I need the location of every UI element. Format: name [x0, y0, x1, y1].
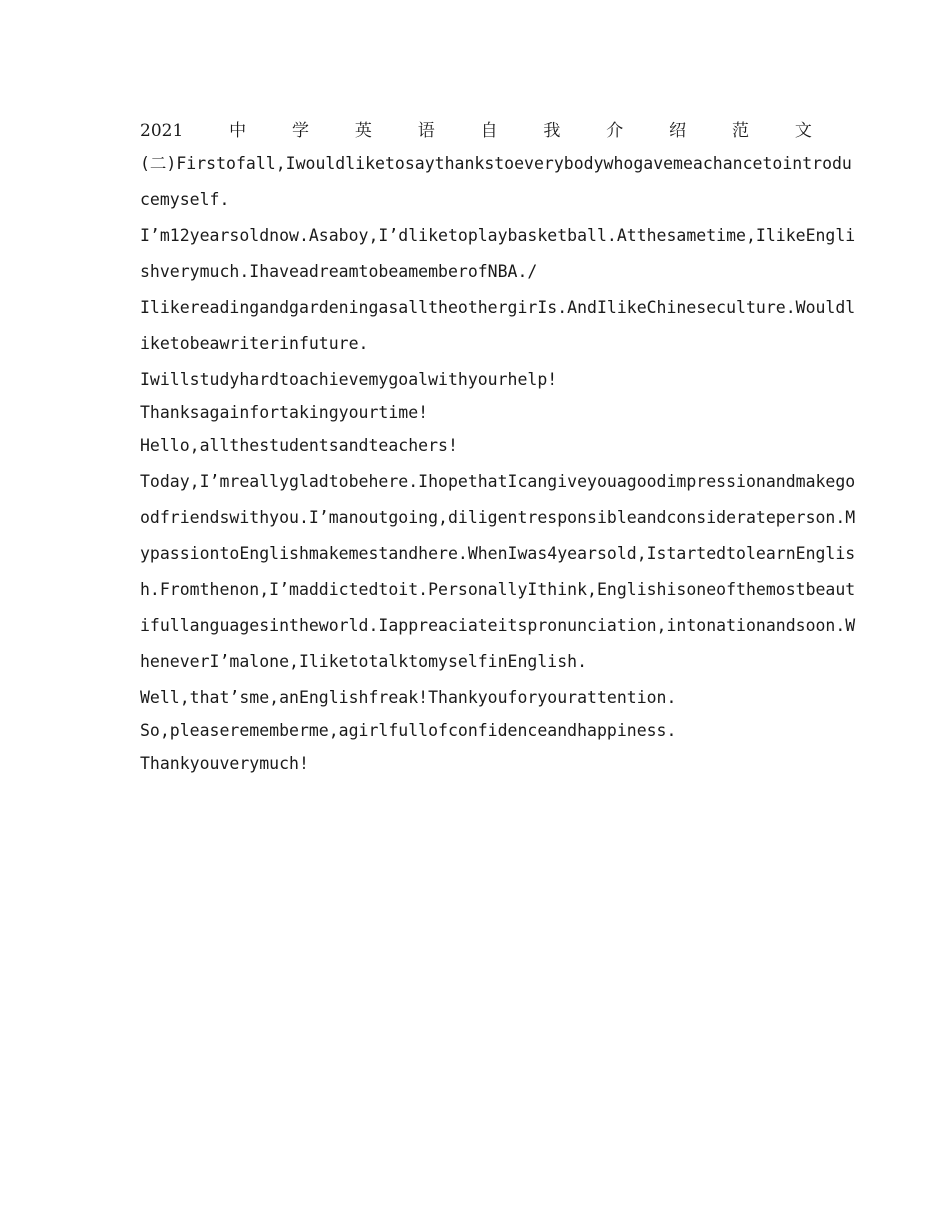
paragraph-girl: [140, 296, 856, 368]
paragraph-greeting: [140, 434, 812, 470]
text-line: Hello,allthestudentsandteachers!: [140, 436, 458, 455]
text-line: So,pleaserememberme,agirlfullofconfidenceandhappiness.: [140, 721, 677, 740]
document-page: [140, 116, 856, 785]
paragraph-goal: [140, 368, 812, 401]
paragraph-closing: [140, 752, 812, 785]
title-char: 自: [480, 121, 498, 141]
text-line: I’m12yearsoldnow.Asaboy,I’dliketoplaybasketball.Atthesametime,IlikeEngli: [140, 226, 856, 245]
paragraph-intro: [140, 152, 852, 224]
title-char: 文: [794, 121, 812, 141]
text-line: (二)Firstofall,Iwouldliketosaythankstoeverybodywhogavemeachancetointrodu: [140, 154, 852, 173]
text-line: shverymuch.IhaveadreamtobeamemberofNBA./: [140, 262, 538, 281]
paragraph-today: [140, 470, 856, 686]
text-line: Well,that’sme,anEnglishfreak!Thankyouforyourattention.: [140, 688, 677, 707]
paragraph-freak: [140, 686, 812, 719]
text-line: Today,I’mreallygladtobehere.IhopethatIcangiveyouagoodimpressionandmakego: [140, 472, 856, 491]
text-line: iketobeawriterinfuture.: [140, 334, 369, 353]
title-char: 学: [291, 121, 309, 141]
text-line: IlikereadingandgardeningasalltheothergirIs.AndIlikeChineseculture.Wouldl: [140, 298, 856, 317]
text-line: cemyself.: [140, 190, 230, 209]
title-char: 绍: [669, 121, 687, 141]
document-title: [140, 116, 812, 146]
text-line: h.Fromthenon,I’maddictedtoit.PersonallyIthink,Englishisoneofthemostbeaut: [140, 580, 856, 599]
text-line: odfriendswithyou.I’manoutgoing,diligentresponsibleandconsiderateperson.M: [140, 508, 856, 527]
title-char: 语: [417, 121, 435, 141]
text-line: Iwillstudyhardtoachievemygoalwithyourhelp!: [140, 370, 558, 389]
title-char: 范: [732, 121, 749, 141]
paragraph-thanks: [140, 401, 812, 434]
text-line: heneverI’malone,IliketotalktomyselfinEnglish.: [140, 652, 588, 671]
title-char: 我: [543, 121, 561, 141]
title-char: 英: [354, 121, 372, 141]
title-char: 中: [229, 121, 247, 141]
text-line: Thanksagainfortakingyourtime!: [140, 403, 429, 422]
paragraph-boy: [140, 224, 856, 296]
paragraph-remember: [140, 719, 812, 752]
text-line: ypassiontoEnglishmakemestandhere.WhenIwas4yearsold,IstartedtolearnEnglis: [140, 544, 856, 563]
text-line: ifullanguagesintheworld.Iappreaciateitspronunciation,intonationandsoon.W: [140, 616, 856, 635]
title-char: 介: [606, 121, 624, 141]
text-line: Thankyouverymuch!: [140, 754, 309, 773]
title-char: 2021: [140, 121, 184, 141]
